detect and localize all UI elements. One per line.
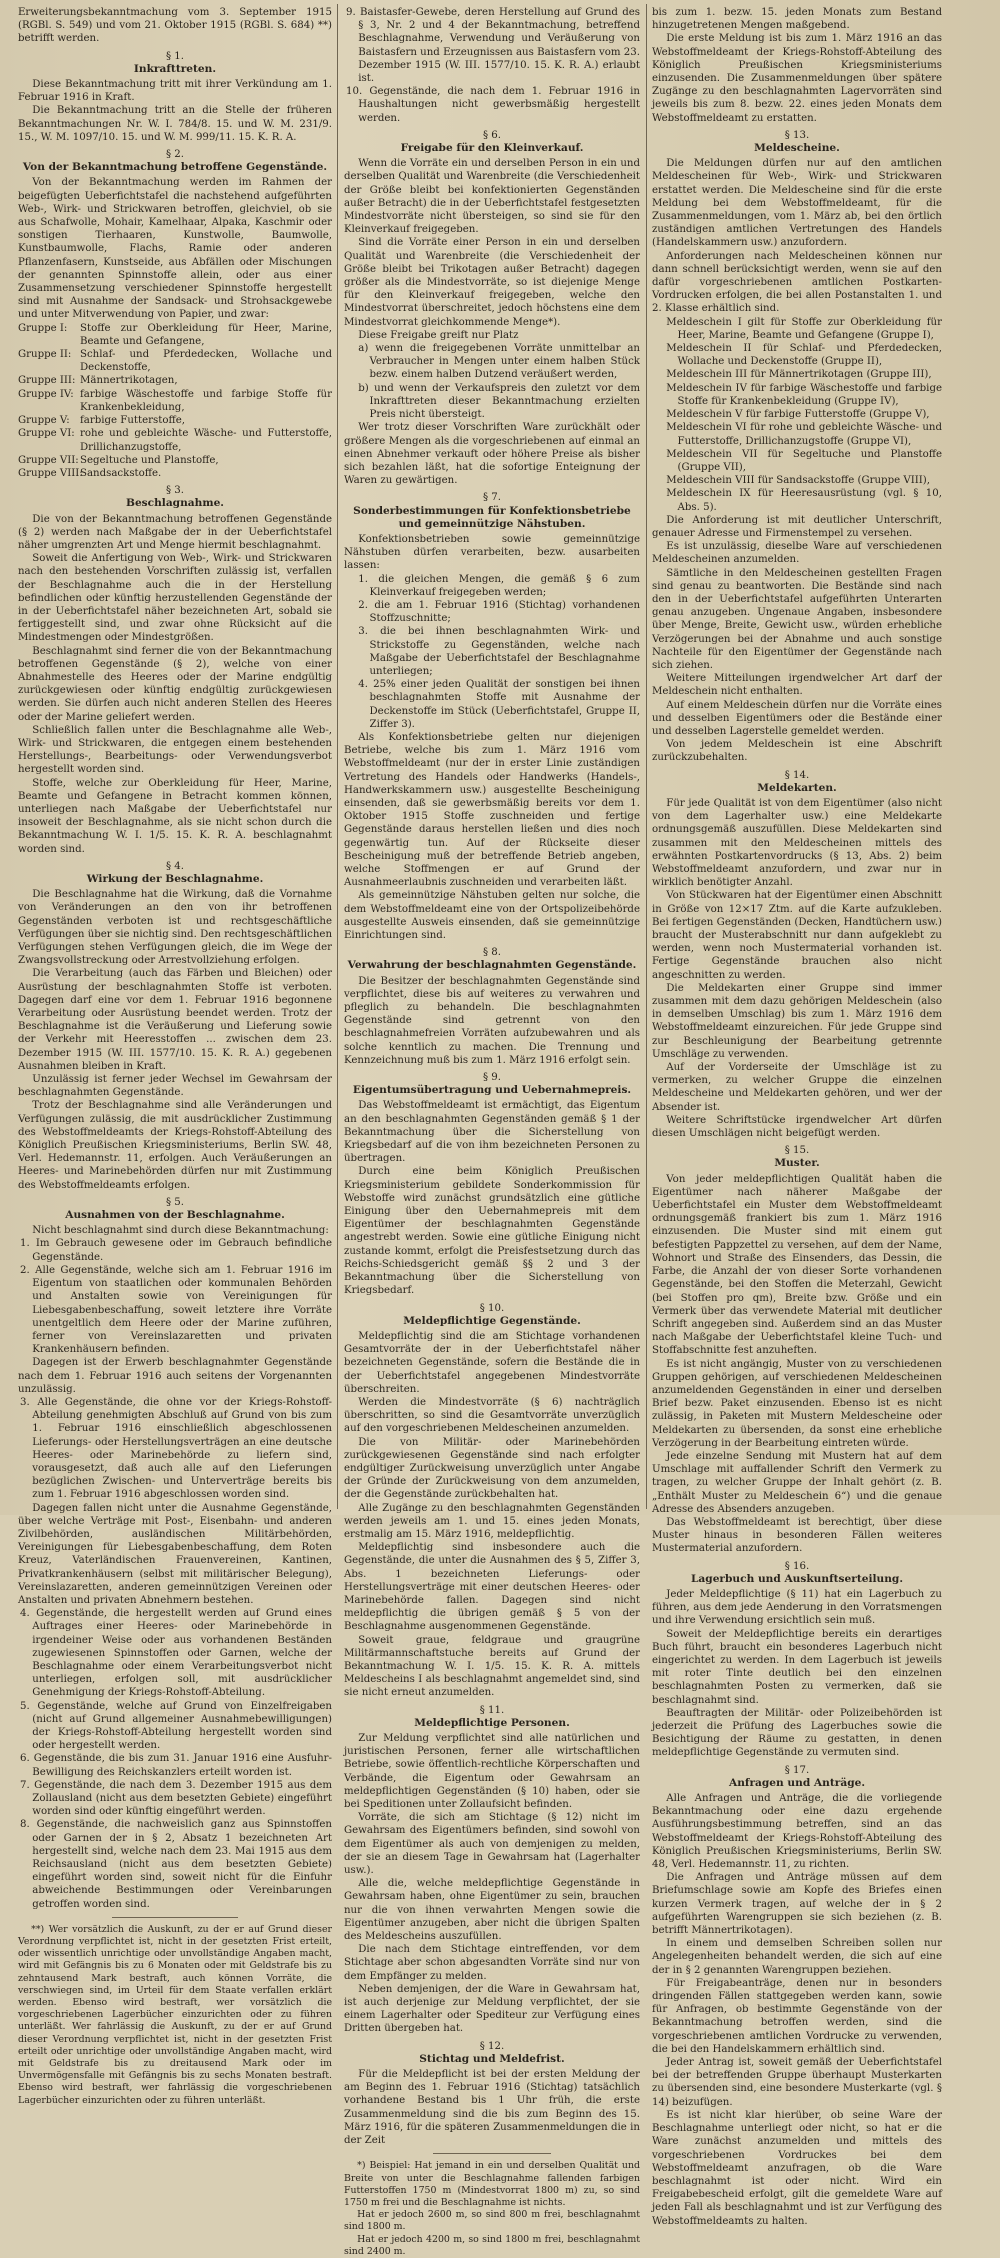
paragraph: Meldepflichtig sind insbesondere auch die Gegenstände, die unter die Ausnahmen des § 5, Ziffer 3, Abs. 1 bezeichneten Lieferungs- oder Herstellungsverträge mit einer deutschen Heeres- oder Marinebehörde fallen. Dagegen sind nicht meldepflichtig die übrigen gemäß § 5 von der Beschlagnahme ausgenommenen Gegenstände. bbox=[344, 1542, 640, 1633]
group-list-item bbox=[18, 454, 332, 467]
paragraph: Von jedem Meldeschein ist eine Abschrift zurückzubehalten. bbox=[652, 739, 942, 764]
indented-item: 2. die am 1. Februar 1916 (Stichtag) vorhandenen Stoffzuschnitte; bbox=[358, 599, 640, 625]
paragraph: Stoffe, welche zur Oberkleidung für Heer, Marine, Beamte und Gefangene in Betracht kommen können, unterliegen nach Maßgabe der Ueberfichtstafel nur insoweit der Beschlagnahme, als sie nicht schon durch die Bekanntmachung W. I. 1/5. 15. K. R. A. beschlagnahmt worden sind. bbox=[18, 777, 332, 855]
paragraph: Die Meldungen dürfen nur auf den amtlichen Meldescheinen für Web-, Wirk- und Strickwaren erstattet werden. Die Meldescheine sind für die erste Meldung bei dem Webstoffmeldeamt, für die Zusammenmeldungen, vom 1. März ab, bei den örtlich zuständigen amtlichen Vertretungen des Handels (Handelskammern usw.) anzufordern. bbox=[652, 158, 942, 249]
section-heading: Meldekarten. bbox=[757, 781, 837, 794]
paragraph: Erweiterungsbekanntmachung vom 3. September 1915 (RGBl. S. 549) und vom 21. Oktober 1915 (RGBl. S. 684) **) betrifft werden. bbox=[18, 7, 332, 45]
paragraph: Jeder Meldepflichtige (§ 11) hat ein Lagerbuch zu führen, aus dem jede Aenderung in den Vorratsmengen und ihre Verwendung ersichtlich sein muß. bbox=[652, 1588, 942, 1627]
indented-item: Meldeschein IX für Heeresausrüstung (vgl. § 10, Abs. 5). bbox=[666, 488, 942, 513]
group-description: Männertrikotagen, bbox=[80, 375, 178, 387]
indented-item: 3. die bei ihnen beschlagnahmten Wirk- und Strickstoffe zu Gegenständen, welche nach Maßgabe der Ueberfichtstafel der Beschlagnahme unterliegen; bbox=[358, 626, 640, 677]
section-heading: Sonderbestimmungen für Konfektionsbetriebe und gemeinnützige Nähstuben. bbox=[353, 504, 631, 530]
numbered-item: 10. Gegenstände, die nach dem 1. Februar 1916 in Haushaltungen nicht gewerbsmäßig hergestellt werden. bbox=[346, 86, 640, 124]
group-label: Gruppe I: bbox=[18, 322, 68, 334]
paragraph: Das Webstoffmeldeamt ist berechtigt, über diese Muster hinaus in besonderen Fällen weiteres Mustermaterial anzufordern. bbox=[652, 1516, 942, 1555]
section-number: § 2. bbox=[165, 149, 185, 161]
paragraph: Wer trotz dieser Vorschriften Ware zurückhält oder größere Mengen als die vorgeschriebenen auf einmal an einen Abnehmer verkauft oder höhere Preise als bisher sich bezahlen läßt, hat die sofortige Enteignung der Waren zu gewärtigen. bbox=[344, 422, 640, 487]
paragraph: Für jede Qualität ist von dem Eigentümer (also nicht von dem Lagerhalter usw.) eine Meldekarte ordnungsgemäß auszufüllen. Diese Meldekarten sind zusammen mit den Meldescheinen mittels des erwähnten Postkartenvordrucks (§ 13, Abs. 2) beim Webstoffmeldeamt anzufordern, und zwar nur in wirklich benötigter Anzahl. bbox=[652, 797, 942, 889]
group-label: Gruppe V: bbox=[18, 415, 70, 427]
paragraph: Es ist nicht klar hierüber, ob seine Ware der Beschlagnahme unterliegt oder nicht, so hat er die Ware zunächst anzumelden und mittels des vorgeschriebenen Vordruckes bei dem Webstoffmeldeamt anzufragen, ob die Ware beschlagnahmt ist oder nicht. Wird ein Freigabebescheid erfolgt, gilt die gemeldete Ware auf jeden Fall als beschlagnahmt und ist zur Verfügung des Webstoffmeldeamts zu halten. bbox=[652, 2109, 942, 2227]
section-number: § 12. bbox=[479, 2040, 505, 2052]
paragraph: Von jeder meldepflichtigen Qualität haben die Eigentümer nach näherer Maßgabe der Ueberfichtstafel ein Muster dem Webstoffmeldeamt ordnungsgemäß frankiert bis zum 1. März 1916 einzusenden. Die Muster sind mit einem gut befestigten Pappzettel zu versehen, auf dem der Name, Wohnort und Straße des Einsenders, das Dessin, die Farbe, die Anzahl der von dieser Sorte vorhandenen Gegenstände, bei den Stoffen die Meterzahl, Gewicht (bei Stoffen pro qm), Breite bzw. Größe und ein Vermerk über das verwendete Material mit deutlicher Schrift angegeben sind. Außerdem sind an das Muster nach Maßgabe der Ueberfichtstafel kleine Tuch- und Stoffabschnitte fest anzuheften. bbox=[652, 1173, 942, 1357]
paragraph: Vorräte, die sich am Stichtage (§ 12) nicht im Gewahrsam des Eigentümers befinden, sind sowohl von dem Eigentümer als auch von demjenigen zu melden, der sie an diesem Tage in Gewahrsam hat (Lagerhalter usw.). bbox=[344, 1812, 640, 1877]
paragraph: Auf der Vorderseite der Umschläge ist zu vermerken, zu welcher Gruppe die einzelnen Meldescheine und Meldekarten gehören, und wer der Absender ist. bbox=[652, 1062, 942, 1113]
group-label: Gruppe IV: bbox=[18, 388, 74, 400]
section-number: § 4. bbox=[165, 860, 185, 872]
indented-item: Meldeschein II für Schlaf- und Pferdedecken, Wollache und Deckenstoffe (Gruppe II), bbox=[666, 343, 942, 368]
section-heading: Meldepflichtige Gegenstände. bbox=[403, 1314, 581, 1327]
paragraph: Dagegen ist der Erwerb beschlagnahmter Gegenstände nach dem 1. Februar 1916 auch seitens der Vorgenannten unzulässig. bbox=[18, 1357, 332, 1395]
paragraph: Das Webstoffmeldeamt ist ermächtigt, das Eigentum an den beschlagnahmten Gegenständen gemäß § 1 der Bekanntmachung über die Sicherstellung von Kriegsbedarf auf die von ihm bezeichneten Personen zu übertragen. bbox=[344, 1100, 640, 1165]
indented-item: Meldeschein I gilt für Stoffe zur Oberkleidung für Heer, Marine, Beamte und Gefangene (Gruppe I), bbox=[666, 316, 942, 341]
section-heading: Beschlagnahme. bbox=[125, 497, 224, 510]
section-heading: Meldescheine. bbox=[754, 142, 840, 155]
group-list-item bbox=[18, 348, 332, 374]
section-number: § 7. bbox=[482, 492, 502, 504]
section-number: § 3. bbox=[165, 485, 185, 497]
paragraph: Als Konfektionsbetriebe gelten nur diejenigen Betriebe, welche bis zum 1. März 1916 vom Webstoffmeldeamt (nur der in erster Linie zuständigen Vertretung des Handels oder Handwerks (Handels-, Handwerkskammern usw.) ausgestellte Bescheinigung einsenden, daß sie gewerbsmäßig bereits vor dem 1. Oktober 1915 Stoffe zuschneiden und fertige Gegenstände daraus herstellen ließen und dies noch gegenwärtig tun. Auf der Rückseite dieser Bescheinigung muß der betreffende Betrieb angeben, welche Stoffmengen er auf Grund der Ausnahmeerlaubnis zuschneiden und verarbeiten läßt. bbox=[344, 731, 640, 889]
paragraph: Für die Meldepflicht ist bei der ersten Meldung der am Beginn des 1. Februar 1916 (Stichtag) tatsächlich vorhandene Bestand bis 1 Uhr früh, die erste Zusammenmeldung sind die bis zum Beginn des 15. März 1916, für die späteren Zusammenmeldungen die in der Zeit bbox=[344, 2069, 640, 2147]
section-heading: Muster. bbox=[774, 1157, 820, 1170]
indented-item: 4. 25% einer jeden Qualität der sonstigen bei ihnen beschlagnahmten Stoffe mit Ausnahme der Deckenstoffe im Stück (Ueberfichtstafel, Gruppe II, Ziffer 3). bbox=[358, 679, 640, 730]
paragraph: Trotz der Beschlagnahme sind alle Veränderungen und Verfügungen zulässig, die mit ausdrücklicher Zustimmung des Webstoffmeldeamts der Kriegs-Rohstoff-Abteilung des Königlich Preußischen Kriegsministeriums, Berlin SW. 48, Verl. Hedemannstr. 11, erfolgen. Auch Veräußerungen an Heeres- und Marinebehörden dürfen nur mit Zustimmung des Webstoffmeldeamts erfolgen. bbox=[18, 1100, 332, 1191]
paragraph: Für Freigabeanträge, denen nur in besonders dringenden Fällen stattgegeben werden kann, sowie für Anfragen, ob bestimmte Gegenstände von der Bekanntmachung betroffen werden, sind die vorgeschriebenen amtlichen Vordrucke zu verwenden, die bei den Handelskammern erhältlich sind. bbox=[652, 1977, 942, 2055]
column-rule-2 bbox=[646, 4, 647, 1509]
numbered-item: 2. Alle Gegenstände, welche sich am 1. Februar 1916 im Eigentum von staatlichen oder kommunalen Behörden und Anstalten sowie von Vereinigungen für Liebesgabenbeschaffung, soweit letztere ihre Vorräte unentgeltlich dem Heere oder der Marine zuführen, ferner von Vereinslazaretten und privaten Krankenhäusern befinden. bbox=[20, 1264, 332, 1356]
section-heading: Von der Bekanntmachung betroffene Gegenstände. bbox=[22, 161, 328, 174]
section-number: § 11. bbox=[479, 1704, 505, 1716]
paragraph: Die Meldekarten einer Gruppe sind immer zusammen mit dem dazu gehörigen Meldeschein (also in demselben Umschlag) bis zum 1. März 1916 dem Webstoffmeldeamt einzureichen. Für jede Gruppe sind zur Beschleunigung der Bearbeitung getrennte Umschläge zu verwenden. bbox=[652, 982, 942, 1060]
paragraph: Anforderungen nach Meldescheinen können nur dann schnell berücksichtigt werden, wenn sie auf den dafür vorgeschriebenen amtlichen Postkarten-Vordrucken erfolgen, die bei allen Postanstalten 1. und 2. Klasse erhältlich sind. bbox=[652, 250, 942, 315]
section-number: § 16. bbox=[784, 1560, 810, 1572]
section-heading: Meldepflichtige Personen. bbox=[414, 1716, 570, 1729]
section-number: § 10. bbox=[479, 1302, 505, 1314]
paragraph: Jeder Antrag ist, soweit gemäß der Ueberfichtstafel bei der betreffenden Gruppe überhaupt Musterkarten zu übersenden sind, eine besondere Musterkarte (vgl. § 14) beizufügen. bbox=[652, 2057, 942, 2108]
section-heading: Freigabe für den Kleinverkauf. bbox=[400, 142, 584, 155]
text-column-2 bbox=[344, 6, 640, 2257]
section-heading: Ausnahmen von der Beschlagnahme. bbox=[65, 1209, 285, 1222]
paragraph: Nicht beschlagnahmt sind durch diese Bekanntmachung: bbox=[32, 1225, 329, 1237]
text-column-1 bbox=[18, 6, 332, 2106]
footnote-separator bbox=[433, 2153, 551, 2154]
paragraph: Weitere Mitteilungen irgendwelcher Art darf der Meldeschein nicht enthalten. bbox=[652, 673, 942, 698]
paragraph: Meldepflichtig sind die am Stichtage vorhandenen Gesamtvorräte der in der Ueberfichtstafel näher bezeichneten Gegenstände, sofern die Bestände die in der Ueberfichtstafel angegebenen Mindestvorräte überschreiten. bbox=[344, 1330, 640, 1395]
group-list-item bbox=[18, 388, 332, 414]
paragraph: Die Beschlagnahme hat die Wirkung, daß die Vornahme von Veränderungen an den von ihr betroffenen Gegenständen verboten ist und rechtsgeschäftliche Verfügungen über sie nichtig sind. Den rechtsgeschäftlichen Verfügungen stehen Verfügungen gleich, die im Wege der Zwangsvollstreckung oder Arrestvollziehung erfolgen. bbox=[18, 889, 332, 967]
paragraph: Alle Anfragen und Anträge, die die vorliegende Bekanntmachung oder eine dazu ergehende Ausführungsbestimmung betreffen, sind an das Webstoffmeldeamt der Kriegs-Rohstoff-Abteilung des Königlich Preußischen Kriegsministeriums, Berlin SW. 48, Verl. Hedemannstr. 11, zu richten. bbox=[652, 1793, 942, 1871]
section-number: § 6. bbox=[482, 129, 502, 141]
paragraph: Konfektionsbetrieben sowie gemeinnützige Nähstuben dürfen verarbeiten, bezw. ausarbeiten lassen: bbox=[344, 533, 640, 572]
footnote-text: Hat er jedoch 4200 m, so sind 1800 m frei, beschlagnahmt sind 2400 m. bbox=[344, 2233, 640, 2257]
group-label: Gruppe VII: bbox=[18, 454, 79, 466]
paragraph: bis zum 1. bezw. 15. jeden Monats zum Bestand hinzugetretenen Mengen maßgebend. bbox=[652, 7, 942, 32]
section-heading: Eigentumsübertragung und Uebernahmepreis. bbox=[352, 1084, 632, 1097]
section-number: § 9. bbox=[482, 1072, 502, 1084]
paragraph: Die erste Meldung ist bis zum 1. März 1916 an das Webstoffmeldeamt der Kriegs-Rohstoff-Abteilung des Königlich Preußischen Kriegsministeriums einzusenden. Die Zusammenmeldungen über spätere Zugänge zu den beschlagnahmten Lagervorräten sind jeweils bis zum 8. bezw. 22. eines jeden Monats dem Webstoffmeldeamt zu erstatten. bbox=[652, 33, 942, 124]
paragraph: Neben demjenigen, der die Ware in Gewahrsam hat, ist auch derjenige zur Meldung verpflichtet, der sie einem Lagerhalter oder Spediteur zur Verfügung eines Dritten übergeben hat. bbox=[344, 1983, 640, 2035]
footnote-text: Hat er jedoch 2600 m, so sind 800 m frei, beschlagnahmt sind 1800 m. bbox=[344, 2209, 640, 2233]
paragraph: Von der Bekanntmachung werden im Rahmen der beigefügten Ueberfichtstafel die nachstehend aufgeführten Web-, Wirk- und Strickwaren betroffen, gleichviel, ob sie aus Schafwolle, Mohair, Kamelhaar, Alpaka, Kaschmir oder sonstigen Tierhaaren, Kunstwolle, Baumwolle, Kunstbaumwolle, Flachs, Ramie oder anderen Pflanzenfasern, Kunstseide, aus Abfällen oder Mischungen der genannten Spinnstoffe allein, oder aus einer Zusammensetzung verschiedener Spinnstoffe hergestellt sind mit Ausnahme der Sandsack- und Strohsackgewebe und unter Mitverwendung von Papier, und zwar: bbox=[18, 177, 332, 321]
paragraph: Dagegen fallen nicht unter die Ausnahme Gegenstände, über welche Verträge mit Post-, Eisenbahn- und anderen Zivilbehörden, ausländischen Militärbehörden, Vereinigungen für Liebesgabenbeschaffung, dem Roten Kreuz, Vaterländischen Frauenvereinen, Kantinen, Privatkrankenhäusern (selbst mit militärischer Belegung), Vereinslazaretten, anderen gemeinnützigen Vereinen oder Anstalten und privaten Abnehmern bestehen. bbox=[18, 1502, 332, 1606]
paragraph: Soweit der Meldepflichtige bereits ein derartiges Buch führt, braucht ein besonderes Lagerbuch nicht eingerichtet zu werden. In dem Lagerbuch ist jeweils mit roter Tinte deutlich bei den einzelnen beschlagnahmten Posten zu vermerken, daß sie beschlagnahmt sind. bbox=[652, 1628, 942, 1706]
footnote-text: **) Wer vorsätzlich die Auskunft, zu der er auf Grund dieser Verordnung verpflichtet ist, nicht in der gesetzten Frist erteilt, oder wissentlich unrichtige oder unvollständige Angaben macht, wird mit Gefängnis bis zu 6 Monaten oder mit Geldstrafe bis zu zehntausend Mark bestraft, auch können Vorräte, die verschwiegen sind, im Urteil für dem Staate verfallen erklärt werden. Ebenso wird bestraft, wer vorsätzlich die vorgeschriebenen Lagerbücher einzurichten oder zu führen unterläßt. Wer fahrlässig die Auskunft, zu der er auf Grund dieser Verordnung verpflichtet ist, nicht in der gesetzten Frist erteilt oder unrichtige oder unvollständige Angaben macht, wird mit Geldstrafe bis zu dreitausend Mark oder im Unvermögensfalle mit Gefängnis bis zu sechs Monaten bestraft. Ebenso wird bestraft, wer fahrlässig die vorgeschriebenen Lagerbücher einzurichten oder zu führen unterläßt. bbox=[18, 1923, 332, 2106]
numbered-item: 5. Gegenstände, welche auf Grund von Einzelfreigaben (nicht auf Grund allgemeiner Ausnahmebewilligungen) der Kriegs-Rohstoff-Abteilung hergestellt worden sind oder hergestellt werden. bbox=[20, 1700, 332, 1752]
indented-item: a) wenn die freigegebenen Vorräte unmittelbar an Verbraucher in Mengen unter einem halben Stück bezw. einem halben Dutzend veräußert werden, bbox=[358, 343, 640, 381]
group-description: Segeltuche und Planstoffe, bbox=[80, 454, 219, 466]
section-heading: Stichtag und Meldefrist. bbox=[419, 2052, 565, 2065]
indented-item: Meldeschein IV für farbige Wäschestoffe und farbige Stoffe für Krankenbekleidung (Gruppe IV), bbox=[666, 382, 942, 407]
group-list-item bbox=[18, 414, 332, 427]
paragraph: Diese Bekanntmachung tritt mit ihrer Verkündung am 1. Februar 1916 in Kraft. bbox=[18, 79, 332, 104]
section-number: § 8. bbox=[482, 947, 502, 959]
group-label: Gruppe VI: bbox=[18, 428, 75, 440]
paragraph: Durch eine beim Königlich Preußischen Kriegsministerium gebildete Sonderkommission für Webstoffe wird zunächst grundsätzlich eine gütliche Einigung über den Uebernahmepreis mit dem Eigentümer der beschlagnahmten Gegenstände angestrebt werden. Sowie eine gütliche Einigung nicht zustande kommt, erfolgt die Preisfestsetzung durch das Reichs-Schiedsgericht gemäß §§ 2 und 3 der Bekanntmachung über die Sicherstellung von Kriegsbedarf. bbox=[344, 1166, 640, 1297]
paragraph: Beauftragten der Militär- oder Polizeibehörden ist jederzeit die Prüfung des Lagerbuches sowie die Besichtigung der Räume zu gestatten, in denen meldepflichtige Gegenstände zu vermuten sind. bbox=[652, 1707, 942, 1759]
paragraph: Als gemeinnützige Nähstuben gelten nur solche, die dem Webstoffmeldeamt eine von der Ortspolizeibehörde ausgestellte Ausweis einsenden, daß sie gemeinnützige Einrichtungen sind. bbox=[344, 890, 640, 942]
group-description: farbige Wäschestoffe und farbige Stoffe für Krankenbekleidung, bbox=[80, 388, 332, 413]
paragraph: Die von der Bekanntmachung betroffenen Gegenstände (§ 2) werden nach Maßgabe der in der Ueberfichtstafel näher umgrenzten Art und Menge hiermit beschlagnahmt. bbox=[18, 513, 332, 551]
paragraph: Es ist nicht angängig, Muster von zu verschiedenen Gruppen gehörigen, auf verschiedenen Meldescheinen anzumeldenden Gegenständen in einer und derselben Brief bezw. Paket einzusenden. Ebenso ist es nicht zulässig, in Paketen mit Mustern Meldescheine oder Meldekarten zu übersenden, da sonst eine erhebliche Verzögerung in der Bearbeitung eintreten würde. bbox=[652, 1358, 942, 1449]
paragraph: Jede einzelne Sendung mit Mustern hat auf dem Umschlage mit auffallender Schrift den Vermerk zu tragen, zu welcher Gruppe der Inhalt gehört (z. B. „Enthält Muster zu Meldeschein 6“) und die genaue Adresse des Absenders anzugeben. bbox=[652, 1450, 942, 1515]
paragraph: Alle Zugänge zu den beschlagnahmten Gegenständen werden jeweils am 1. und 15. eines jeden Monats, erstmalig am 15. März 1916, meldepflichtig. bbox=[344, 1502, 640, 1540]
group-list-item bbox=[18, 374, 332, 387]
group-description: Stoffe zur Oberkleidung für Heer, Marine, Beamte und Gefangene, bbox=[80, 322, 332, 347]
column-rule-1 bbox=[337, 4, 338, 1509]
group-description: Sandsackstoffe. bbox=[80, 467, 162, 479]
paragraph: Die Besitzer der beschlagnahmten Gegenstände sind verpflichtet, diese bis auf weiteres zu verwahren und pfleglich zu behandeln. Die beschlagnahmten Gegenstände sind getrennt von den beschlagnahmefreien Vorräten aufzubewahren und als solche kenntlich zu machen. Die Trennung und Kennzeichnung muß bis zum 1. März 1916 erfolgt sein. bbox=[344, 975, 640, 1066]
paragraph: Werden die Mindestvorräte (§ 6) nachträglich überschritten, so sind die Gesamtvorräte unverzüglich auf den vorgeschriebenen Meldescheinen anzumelden. bbox=[344, 1396, 640, 1435]
paragraph: In einem und demselben Schreiben sollen nur Angelegenheiten behandelt werden, die sich auf eine der in § 2 genannten Warengruppen beziehen. bbox=[652, 1938, 942, 1976]
indented-item: Meldeschein V für farbige Futterstoffe (Gruppe V), bbox=[666, 409, 930, 421]
paragraph: Soweit graue, feldgraue und graugrüne Militärmannschaftstuche bereits auf Grund der Bekanntmachung W. I. 1/5. 15. K. R. A. mittels Meldescheins I als beschlagnahmt angemeldet sind, sind sie nicht erneut anzumelden. bbox=[344, 1634, 640, 1699]
paragraph: Alle die, welche meldepflichtige Gegenstände in Gewahrsam haben, ohne Eigentümer zu sein, brauchen nur die von ihnen verwahrten Mengen sowie die Eigentümer anzugeben, aber nicht die übrigen Spalten des Meldescheins auszufüllen. bbox=[344, 1878, 640, 1943]
section-number: § 15. bbox=[784, 1145, 810, 1157]
numbered-item: 9. Baistasfer-Gewebe, deren Herstellung auf Grund des § 3, Nr. 2 und 4 der Bekanntmachung, betreffend Beschlagnahme, Verwendung und Veräußerung von Baistasfern und Erzeugnissen aus Baistasfern vom 23. Dezember 1915 (W. III. 1577/10. 15. K. R. A.) erlaubt ist. bbox=[346, 7, 640, 85]
group-description: farbige Futterstoffe, bbox=[80, 415, 185, 427]
paragraph: Zur Meldung verpflichtet sind alle natürlichen und juristischen Personen, ferner alle wirtschaftlichen Betriebe, sowie öffentlich-rechtliche Körperschaften und Verbände, die Eigentum oder Gewahrsam an meldepflichtigen Gegenständen (§ 10) haben, oder sie bei Speditionen unter Zollaufsicht befinden. bbox=[344, 1733, 640, 1811]
paragraph: Schließlich fallen unter die Beschlagnahme alle Web-, Wirk- und Strickwaren, die entgegen einem bestehenden Herstellungs-, Bearbeitungs- oder Verwendungsverbot hergestellt worden sind. bbox=[18, 724, 332, 776]
section-heading: Inkrafttreten. bbox=[133, 62, 217, 75]
group-list-item bbox=[18, 322, 332, 348]
paragraph: Sämtliche in den Meldescheinen gestellten Fragen sind genau zu beantworten. Die Bestände sind nach den in der Ueberfichtstafel aufgeführten Unterarten genau anzugeben. Ungenaue Angaben, insbesondere über Menge, Breite, Gewicht usw., würden erhebliche Verzögerungen bei der Abnahme und auch sonstige Nachteile für den Eigentümer der Gegenstände nach sich ziehen. bbox=[652, 567, 942, 671]
paragraph: Beschlagnahmt sind ferner die von der Bekanntmachung betroffenen Gegenstände (§ 2), welche von einer Abnahmestelle des Heeres oder der Marine endgültig zurückgewiesen oder künftig endgültig zurückgewiesen werden. Sie dürfen auch nicht anderen Stellen des Heeres oder der Marine geliefert werden. bbox=[18, 645, 332, 723]
paragraph: Die von Militär- oder Marinebehörden zurückgewiesenen Gegenstände sind nach erfolgter endgültiger Zurückweisung unverzüglich unter Angabe der Gründe der Zurückweisung von dem anzumelden, der die Gegenstände zurückbehalten hat. bbox=[344, 1436, 640, 1501]
numbered-item: 4. Gegenstände, die hergestellt werden auf Grund eines Auftrages einer Heeres- oder Marinebehörde in irgendeiner Weise oder aus vorhandenen Beständen zugewiesenen Spinnstoffen oder Garnen, welche der Beschlagnahme oder einem Verarbeitungsverbot nicht unterliegen, erfolgen soll, mit ausdrücklicher Genehmigung der Kriegs-Rohstoff-Abteilung. bbox=[20, 1608, 332, 1699]
group-description: Schlaf- und Pferdedecken, Wollache und Deckenstoffe, bbox=[80, 349, 332, 374]
numbered-item: 7. Gegenstände, die nach dem 3. Dezember 1915 aus dem Zollausland (nicht aus dem besetzten Gebiete) eingeführt worden sind oder künftig eingeführt werden. bbox=[20, 1779, 332, 1818]
paragraph: Die Anfragen und Anträge müssen auf dem Briefumschlage sowie am Kopfe des Briefes einen kurzen Vermerk tragen, auf welche der in § 2 aufgeführten Warengruppen sie sich beziehen (z. B. betrifft Männertrikotagen). bbox=[652, 1872, 942, 1937]
footnote-text: *) Beispiel: Hat jemand in ein und derselben Qualität und Breite von unter die Beschlagnahme fallenden farbigen Futterstoffen 1750 m (Mindestvorrat 1800 m) zu, so sind 1750 m frei und die Beschlagnahme ist nichts. bbox=[344, 2160, 640, 2208]
numbered-item: 3. Alle Gegenstände, die ohne vor der Kriegs-Rohstoff-Abteilung genehmigten Abschluß auf Grund von bis zum 1. Februar 1916 einschließlich abgeschlossenen Lieferungs- oder Herstellungsverträgen an eine deutsche Heeres- oder Marinebehörde zu liefern sind, vorausgesetzt, daß auch alle auf den Lieferungen bezüglichen Zwischen- und Unterverträge bereits bis zum 1. Februar 1916 abgeschlossen worden sind. bbox=[20, 1396, 332, 1501]
paragraph: Die nach dem Stichtage eintreffenden, vor dem Stichtage aber schon abgesandten Vorräte sind nur von dem Empfänger zu melden. bbox=[344, 1944, 640, 1982]
paragraph: Die Anforderung ist mit deutlicher Unterschrift, genauer Adresse und Firmenstempel zu versehen. bbox=[652, 514, 942, 539]
section-number: § 5. bbox=[165, 1196, 185, 1208]
paragraph: Sind die Vorräte einer Person in ein und derselben Qualität und Warenbreite (die Verschiedenheit der Größe bleibt bei Trikotagen außer Betracht) dagegen größer als die Mindestvorräte, so ist diejenige Menge für den Kleinverkauf freigegeben, welche den Mindestvorrat überschreitet, jedoch höchstens eine dem Mindestvorrat gleichkommende Menge*). bbox=[344, 237, 640, 328]
group-list-item bbox=[18, 467, 332, 480]
paragraph: Diese Freigabe greift nur Platz bbox=[358, 329, 519, 341]
paragraph: Weitere Schriftstücke irgendwelcher Art dürfen diesen Umschlägen nicht beigefügt werden. bbox=[652, 1114, 942, 1140]
group-label: Gruppe III: bbox=[18, 375, 76, 387]
numbered-item: 1. Im Gebrauch gewesene oder im Gebrauch befindliche Gegenstände. bbox=[20, 1238, 332, 1263]
indented-item: Meldeschein VIII für Sandsackstoffe (Gruppe VIII), bbox=[666, 475, 931, 487]
paragraph: Soweit die Anfertigung von Web-, Wirk- und Strickwaren nach den bestehenden Vorschriften zulässig ist, verfallen der Beschlagnahme auch die in der Herstellung befindlichen oder künftig herzustellenden Gegenstände der in der Ueberfichtstafel näher bezeichneten Art, sobald sie fertiggestellt sind, und zwar ohne Rücksicht auf die Mindestmengen oder Mindestgrößen. bbox=[18, 553, 332, 644]
section-heading: Wirkung der Beschlagnahme. bbox=[86, 873, 264, 885]
group-list-item bbox=[18, 427, 332, 453]
section-heading: Lagerbuch und Auskunftserteilung. bbox=[690, 1572, 904, 1585]
paragraph: Die Bekanntmachung tritt an die Stelle der früheren Bekanntmachungen Nr. W. I. 784/8. 15. und W. M. 231/9. 15., W. M. 1097/10. 15. und W. M. 999/11. 15. K. R. A. bbox=[18, 105, 332, 143]
section-number: § 13. bbox=[784, 129, 810, 141]
section-number: § 17. bbox=[784, 1764, 810, 1776]
indented-item: 1. die gleichen Mengen, die gemäß § 6 zum Kleinverkauf freigegeben werden; bbox=[358, 573, 640, 598]
indented-item: Meldeschein VII für Segeltuche und Planstoffe (Gruppe VII), bbox=[666, 448, 942, 473]
group-label: Gruppe II: bbox=[18, 349, 72, 361]
paragraph: Es ist unzulässig, dieselbe Ware auf verschiedenen Meldescheinen anzumelden. bbox=[652, 541, 942, 566]
numbered-item: 8. Gegenstände, die nachweislich ganz aus Spinnstoffen oder Garnen der in § 2, Absatz 1 bezeichneten Art hergestellt sind, welche nach dem 23. Mai 1915 aus dem Reichsausland (nicht aus dem besetzten Gebiete) eingeführt worden sind, soweit nicht für die Einfuhr abweichende Bestimmungen oder Vereinbarungen getroffen worden sind. bbox=[20, 1819, 332, 1910]
paragraph: Wenn die Vorräte ein und derselben Person in ein und derselben Qualität und Warenbreite (die Verschiedenheit der Größe bleibt bei konfektionierten Gegenständen außer Betracht) die in der Ueberfichtstafel festgesetzten Mindestvorräte nicht übersteigen, so sind sie für den Kleinverkauf freigegeben. bbox=[344, 158, 640, 236]
indented-item: Meldeschein VI für rohe und gebleichte Wäsche- und Futterstoffe, Drillichanzugstoffe (Gruppe VI), bbox=[666, 422, 942, 447]
group-description: rohe und gebleichte Wäsche- und Futterstoffe, Drillichanzugstoffe, bbox=[80, 428, 332, 453]
paragraph: Die Verarbeitung (auch das Färben und Bleichen) oder Ausrüstung der beschlagnahmten Stoffe ist verboten. Dagegen darf eine vor dem 1. Februar 1916 begonnene Verarbeitung oder Ausrüstung beendet werden. Trotz der Beschlagnahme ist die Veräußerung und Lieferung sowie der Verkehr mit Heeresstoffen ... zwischen dem 23. Dezember 1915 (W. III. 1577/10. 15. K. R. A.) gegebenen Ausnahmen bleiben in Kraft. bbox=[18, 968, 332, 1072]
footnote-separator bbox=[112, 1917, 238, 1918]
paragraph: Unzulässig ist ferner jeder Wechsel im Gewahrsam der beschlagnahmten Gegenstände. bbox=[18, 1074, 332, 1099]
text-column-3 bbox=[652, 6, 942, 2227]
section-number: § 14. bbox=[784, 769, 810, 781]
group-label: Gruppe VIII: bbox=[18, 467, 83, 479]
indented-item: Meldeschein III für Männertrikotagen (Gruppe III), bbox=[666, 369, 932, 381]
paragraph: Von Stückwaren hat der Eigentümer einen Abschnitt in Größe von 12×17 Ztm. auf die Karte aufzukleben. Bei fertigen Gegenständen (Decken, Handtüchern usw.) braucht der Musterabschnitt nur dann aufgeklebt zu werden, wenn noch Mustermaterial vorhanden ist. Fertige Gegenstände brauchen also nicht angeschnitten zu werden. bbox=[652, 890, 942, 981]
numbered-item: 6. Gegenstände, die bis zum 31. Januar 1916 eine Ausfuhr-Bewilligung des Reichskanzlers erteilt worden ist. bbox=[20, 1753, 332, 1778]
section-heading: Verwahrung der beschlagnahmten Gegenstände. bbox=[347, 959, 637, 972]
section-heading: Anfragen und Anträge. bbox=[728, 1776, 866, 1789]
indented-item: b) und wenn der Verkaufspreis den zuletzt vor dem Inkrafttreten dieser Bekanntmachung erzielten Preis nicht übersteigt. bbox=[358, 382, 640, 421]
paragraph: Auf einem Meldeschein dürfen nur die Vorräte eines und desselben Eigentümers oder die Bestände einer und desselben Lagerstelle gemeldet werden. bbox=[652, 699, 942, 737]
section-number: § 1. bbox=[165, 50, 185, 62]
